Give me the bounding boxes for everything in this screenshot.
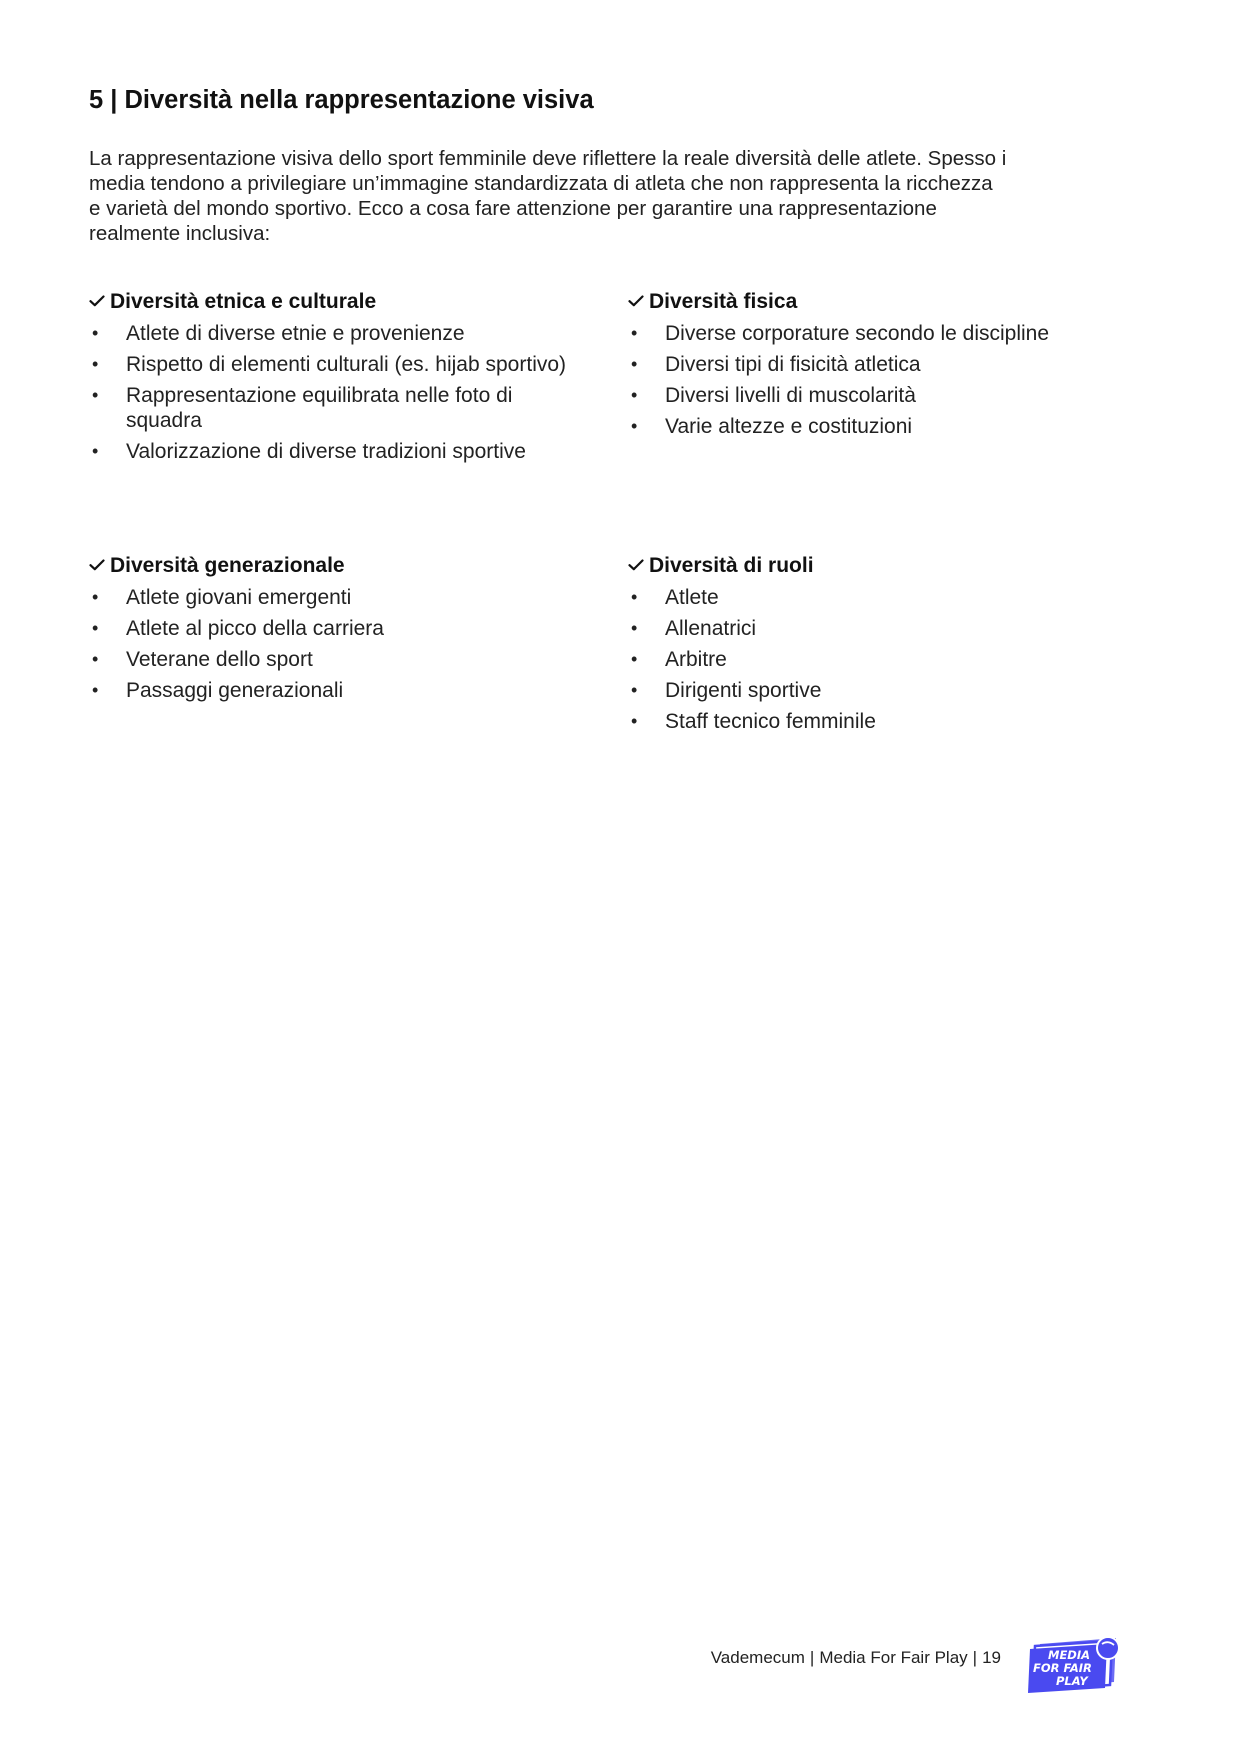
list-item-text: Staff tecnico femminile (665, 710, 876, 733)
logo-text-line2: FOR FAIR (1033, 1661, 1092, 1675)
bullet-list (89, 585, 569, 703)
list-item-text: Passaggi generazionali (126, 679, 344, 702)
bullet-dot: • (92, 385, 99, 405)
list-item-text: Allenatrici (665, 617, 757, 640)
list-item-text: Diverse corporature secondo le discipline (665, 322, 1050, 345)
list-item (89, 321, 569, 346)
check-icon (89, 559, 105, 571)
list-item-text: Dirigenti sportive (665, 679, 822, 702)
list-item (89, 383, 569, 433)
intro-paragraph: La rappresentazione visiva dello sport femminile deve riflettere la reale diversità delle atlete. Spesso i media tendono a privilegiare un’immagine standardizzata di atleta che non rappresenta la ricchezza e varietà del mondo sportivo. Ecco a cosa fare attenzione per garantire una rappresentazione realmente inclusiva: (89, 147, 1007, 245)
section-heading-text: Diversità fisica (649, 290, 798, 313)
page-title: 5 | Diversità nella rappresentazione visiva (89, 86, 594, 114)
bullet-dot: • (631, 618, 638, 638)
section-heading (628, 286, 1188, 317)
list-item-text: Atlete al picco della carriera (126, 617, 384, 640)
section-heading-text: Diversità etnica e culturale (110, 290, 377, 313)
footer-separator: | (972, 1648, 978, 1667)
logo-text-line1: MEDIA (1048, 1648, 1091, 1662)
section-physical (628, 286, 1188, 445)
logo-text-line3: PLAY (1056, 1674, 1088, 1688)
bullet-dot: • (92, 587, 99, 607)
section-generational (89, 550, 569, 709)
bullet-dot: • (92, 618, 99, 638)
check-icon (628, 559, 644, 571)
page-footer (711, 1648, 1001, 1668)
bullet-list (89, 321, 569, 464)
list-item (89, 647, 569, 672)
bullet-dot: • (92, 441, 99, 461)
check-icon (89, 295, 105, 307)
list-item (628, 383, 1188, 408)
check-icon (628, 295, 644, 307)
list-item-text: Diversi tipi di fisicità atletica (665, 353, 921, 376)
list-item-text: Varie altezze e costituzioni (665, 415, 913, 438)
section-heading-text: Diversità di ruoli (649, 554, 814, 577)
bullet-dot: • (92, 354, 99, 374)
list-item-text: Rispetto di elementi culturali (es. hijab sportivo) (126, 353, 567, 376)
list-item (89, 585, 569, 610)
bullet-dot: • (631, 416, 638, 436)
list-item-text: Veterane dello sport (126, 648, 313, 671)
list-item (628, 352, 1188, 377)
bullet-dot: • (631, 649, 638, 669)
bullet-dot: • (92, 323, 99, 343)
bullet-dot: • (92, 680, 99, 700)
section-ethnic-cultural (89, 286, 569, 470)
bullet-dot: • (631, 385, 638, 405)
bullet-dot: • (631, 711, 638, 731)
list-item-text: Diversi livelli di muscolarità (665, 384, 916, 407)
list-item-text: Atlete giovani emergenti (126, 586, 352, 609)
section-roles (628, 550, 1188, 740)
list-item (628, 709, 1188, 734)
bullet-dot: • (631, 354, 638, 374)
list-item (628, 414, 1188, 439)
list-item (89, 439, 569, 464)
bullet-dot: • (631, 323, 638, 343)
media-for-fair-play-logo (1024, 1632, 1124, 1694)
footer-doc-name: Vademecum (710, 1648, 805, 1667)
section-heading-text: Diversità generazionale (110, 554, 345, 577)
section-heading (628, 550, 1188, 581)
page-number: 19 (982, 1648, 1001, 1667)
list-item-text: Rappresentazione equilibrata nelle foto di squadra (126, 384, 513, 432)
bullet-list (628, 585, 1188, 734)
list-item (628, 321, 1188, 346)
bullet-dot: • (631, 680, 638, 700)
list-item (89, 352, 569, 377)
list-item-text: Atlete di diverse etnie e provenienze (126, 322, 465, 345)
list-item (628, 678, 1188, 703)
list-item-text: Atlete (665, 586, 719, 609)
list-item-text: Valorizzazione di diverse tradizioni sportive (126, 440, 526, 463)
bullet-dot: • (631, 587, 638, 607)
list-item (89, 616, 569, 641)
list-item (89, 678, 569, 703)
footer-project: Media For Fair Play (819, 1648, 968, 1667)
list-item (628, 616, 1188, 641)
list-item (628, 585, 1188, 610)
section-heading (89, 286, 569, 317)
list-item (628, 647, 1188, 672)
section-heading (89, 550, 569, 581)
footer-separator: | (809, 1648, 815, 1667)
bullet-list (628, 321, 1188, 439)
list-item-text: Arbitre (665, 648, 727, 671)
bullet-dot: • (92, 649, 99, 669)
